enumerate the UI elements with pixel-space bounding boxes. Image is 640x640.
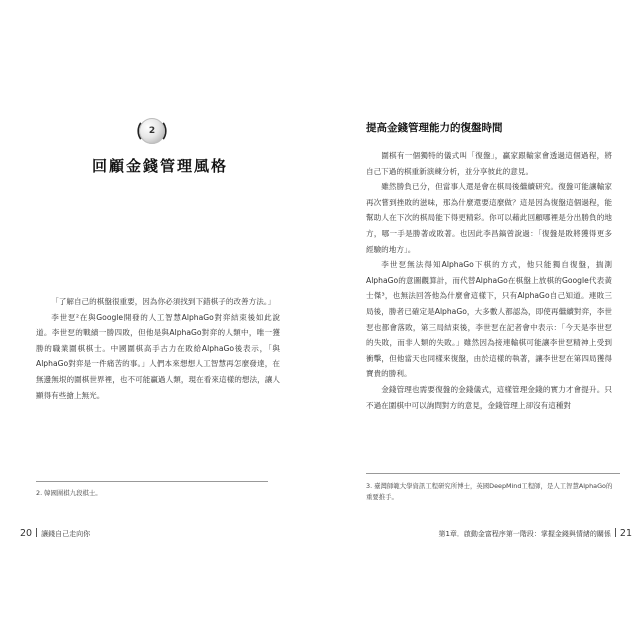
running-head: 讓錢自己走向你 bbox=[41, 530, 91, 538]
footnote-rule bbox=[36, 481, 268, 482]
page-number: 20 bbox=[20, 528, 33, 539]
page-number: 21 bbox=[619, 528, 632, 539]
right-body-text bbox=[366, 148, 612, 413]
footnote: 2. 韓國圍棋九段棋士。 bbox=[36, 489, 102, 497]
paragraph: 金錢管理也需要復盤的金錢儀式，這樣管理金錢的實力才會提升。只不過在圍棋中可以詢問對方的意見，金錢管理上卻沒有這種對 bbox=[366, 384, 612, 410]
paragraph: 圍棋有一個獨特的儀式叫「復盤」，贏家跟輸家會透過這個過程，將自己下過的棋重新演練分析，並分享彼此的意見。 bbox=[366, 151, 612, 176]
folio-divider bbox=[615, 528, 616, 537]
chapter-number-badge: 2 bbox=[139, 118, 165, 144]
right-page bbox=[320, 0, 640, 640]
running-head: 第1章．啟動金富程序第一階段：掌握金錢與情緒的關係 bbox=[438, 530, 611, 538]
paragraph: 李世乭無法得知AlphaGo下棋的方式，他只能獨自復盤，揣測AlphaGo的意圖觀算計，而代替AlphaGo在棋盤上放棋的Google代表黃士傑³，也無法回答他為什麼會這樣下，只有AlphaGo自己知道。連敗三局後，勝者已確定是AlphaGo，大多數人都認為，即使再繼續對弈，李世乭也都會落敗，第三局結束後，李世乭在記者會中表示：「今天是李世乭的失敗，而非人類的失敗。」雖然因為接連輸棋可能讓李世乭精神上受到衝擊，但他當天也同樣來復盤，由於這樣的執著，讓李世乭在第四局獲得寶貴的勝利。 bbox=[366, 260, 612, 379]
paragraph: 「了解自己的棋盤很重要，因為你必須找到下錯棋子的改善方法。」 bbox=[51, 297, 276, 306]
section-heading: 提高金錢管理能力的復盤時間 bbox=[366, 122, 503, 134]
right-folio bbox=[438, 528, 632, 539]
footnote: 3. 臺灣師範大學資訊工程研究所博士，英國DeepMind工程師，是人工智慧AlphaGo的重要推手。 bbox=[366, 482, 613, 501]
left-folio bbox=[20, 528, 90, 539]
footnote-rule bbox=[366, 473, 620, 474]
chapter-title: 回顧金錢管理風格 bbox=[91, 157, 228, 175]
paragraph: 雖然勝負已分，但當事人還是會在棋局後繼續研究。復盤可能讓輸家再次嘗到挫敗的滋味，那為什麼還要這麼做？這是因為復盤這個過程，能幫助人在下次的棋局能下得更精彩。你可以藉此回顧哪裡是分出勝負的地方，哪一手是勝著或敗著。也因此李昌鎬曾說過：「復盤是敗將獲得更多經驗的地方」。 bbox=[366, 182, 612, 254]
folio-divider bbox=[36, 528, 37, 537]
paragraph: 李世乭²在與Google開發的人工智慧AlphaGo對弈結束後如此說道。李世乭的戰績一勝四敗，但他是與AlphaGo對弈的人類中，唯一獲勝的職業圍棋棋士。中國圍棋高手古力在敗給AlphaGo後表示，「與AlphaGo對弈是一件痛苦的事。」人們本來想想人工智慧再怎麼發達，在無邊無垠的圍棋世界裡，也不可能贏過人類，現在看來這樣的想法，讓人顯得有些搶上無光。 bbox=[36, 312, 280, 400]
left-body-text bbox=[36, 294, 280, 403]
